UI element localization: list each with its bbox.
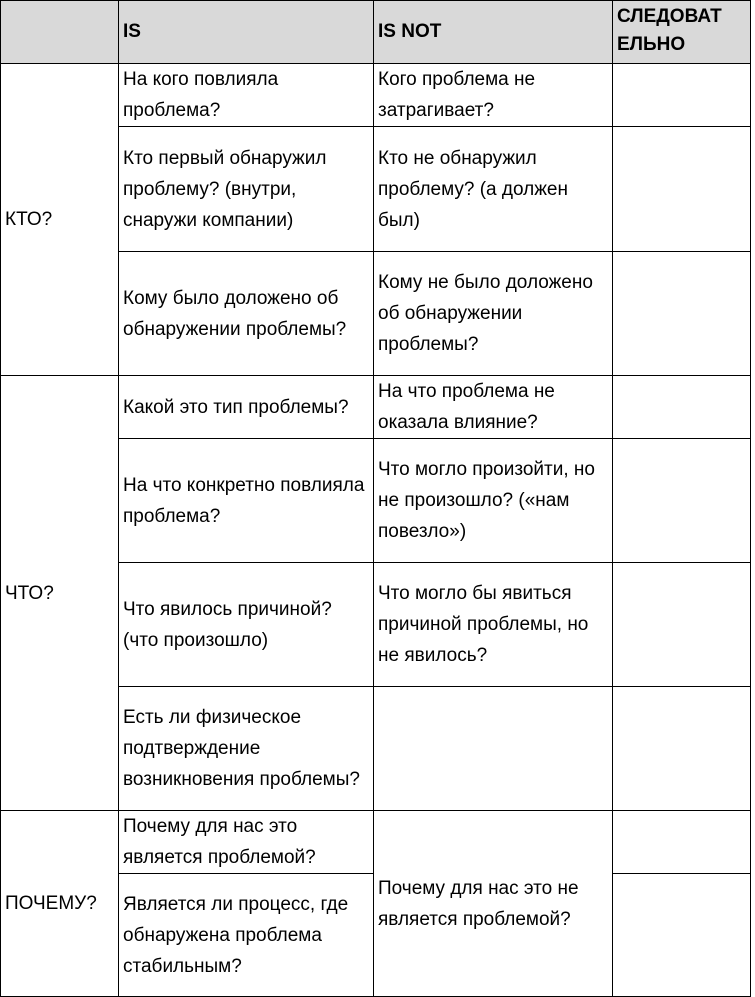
cell-is-not: Почему для нас это не является проблемой? <box>374 811 613 997</box>
cell-is-not: Кого проблема не затрагивает? <box>374 64 613 127</box>
cell-is: На кого повлияла проблема? <box>119 64 374 127</box>
cell-is: Почему для нас это является проблемой? <box>119 811 374 874</box>
cell-is-not: Кто не обнаружил проблему? (а должен был) <box>374 127 613 252</box>
header-is-not: IS NOT <box>374 1 613 64</box>
cell-is: Кто первый обнаружил проблему? (внутри, снаружи компании) <box>119 127 374 252</box>
cell-is-not <box>374 687 613 811</box>
cell-therefore <box>613 563 751 687</box>
header-blank-cell <box>1 1 119 64</box>
cell-is-not: Что могло произойти, но не произошло? («нам повезло») <box>374 439 613 563</box>
header-therefore: СЛЕДОВАТ ЕЛЬНО <box>613 1 751 64</box>
group-label-what: ЧТО? <box>1 376 119 811</box>
cell-therefore <box>613 687 751 811</box>
cell-is: На что конкретно повлияла проблема? <box>119 439 374 563</box>
cell-is: Какой это тип проблемы? <box>119 376 374 439</box>
table-row <box>1 811 751 874</box>
cell-therefore <box>613 127 751 252</box>
cell-therefore <box>613 811 751 874</box>
cell-therefore <box>613 439 751 563</box>
table-row <box>1 376 751 439</box>
cell-is-not: Кому не было доложено об обнаружении проблемы? <box>374 252 613 376</box>
group-label-who: КТО? <box>1 64 119 376</box>
header-is: IS <box>119 1 374 64</box>
cell-therefore <box>613 376 751 439</box>
cell-therefore <box>613 64 751 127</box>
cell-is-not: Что могло бы явиться причиной проблемы, но не явилось? <box>374 563 613 687</box>
cell-is: Является ли процесс, где обнаружена проблема стабильным? <box>119 874 374 997</box>
header-row <box>1 1 751 64</box>
cell-is: Что явилось причиной? (что произошло) <box>119 563 374 687</box>
cell-is: Кому было доложено об обнаружении проблемы? <box>119 252 374 376</box>
cell-is: Есть ли физическое подтверждение возникновения проблемы? <box>119 687 374 811</box>
cell-is-not: На что проблема не оказала влияние? <box>374 376 613 439</box>
group-label-why: ПОЧЕМУ? <box>1 811 119 997</box>
cell-therefore <box>613 252 751 376</box>
table-row <box>1 64 751 127</box>
cell-therefore <box>613 874 751 997</box>
